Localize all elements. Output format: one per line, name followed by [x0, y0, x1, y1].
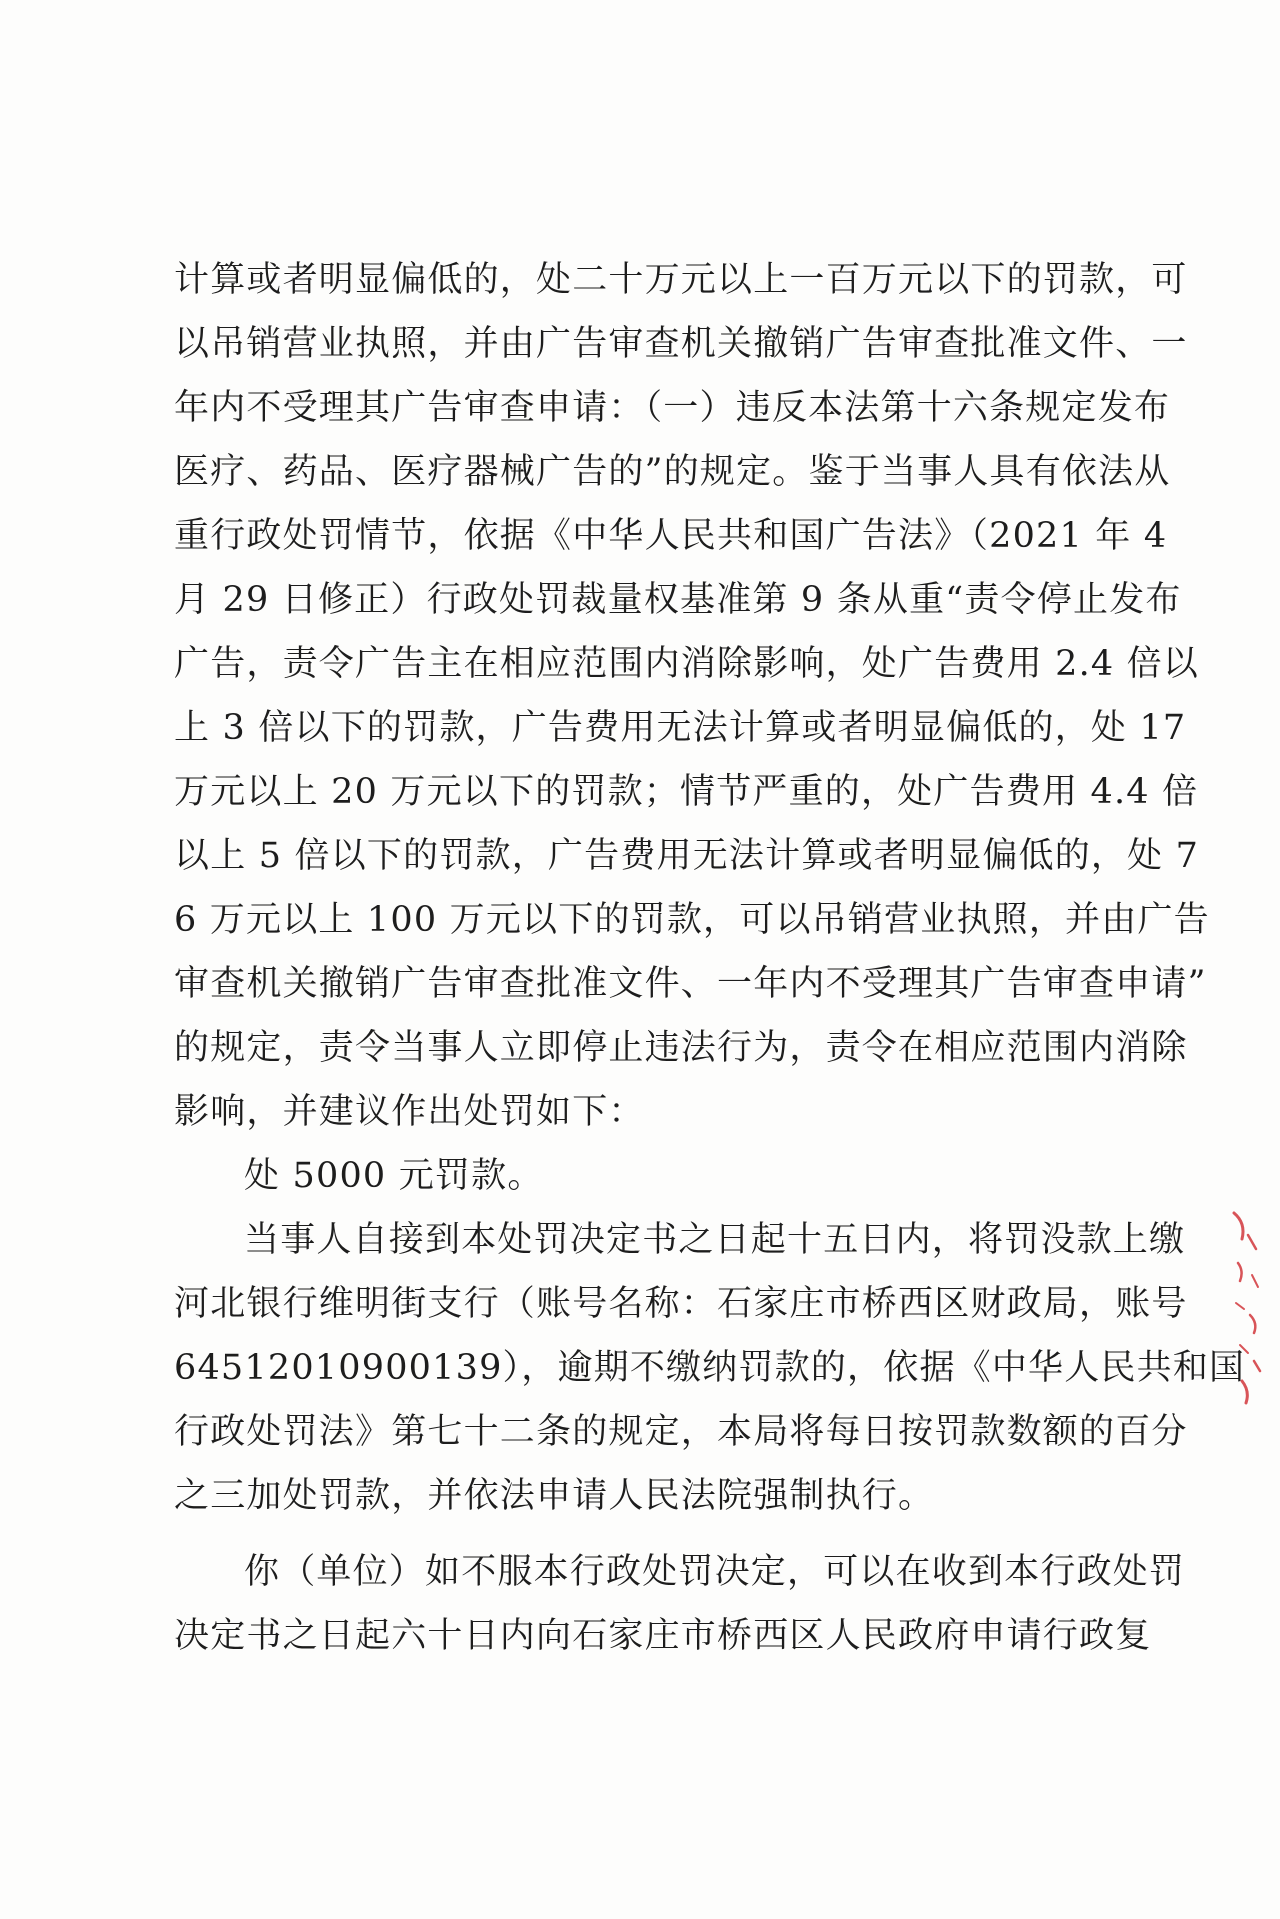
text-line: 河北银行维明街支行（账号名称：石家庄市桥西区财政局，账号 — [174, 1284, 1188, 1324]
penalty-line: 处 5000 元罚款。 — [244, 1156, 544, 1196]
text-line: 64512010900139），逾期不缴纳罚款的，依据《中华人民共和国 — [174, 1348, 1246, 1388]
text-line: 万元以上 20 万元以下的罚款；情节严重的，处广告费用 4.4 倍 — [174, 772, 1199, 812]
text-line: 以吊销营业执照，并由广告审查机关撤销广告审查批准文件、一 — [174, 324, 1188, 364]
text-line: 重行政处罚情节，依据《中华人民共和国广告法》（2021 年 4 — [174, 516, 1168, 556]
document-body — [174, 248, 1246, 1668]
paragraph-start-line: 你（单位）如不服本行政处罚决定，可以在收到本行政处罚 — [244, 1552, 1186, 1592]
text-line: 行政处罚法》第七十二条的规定，本局将每日按罚款数额的百分 — [174, 1412, 1188, 1452]
text-line: 以上 5 倍以下的罚款，广告费用无法计算或者明显偏低的，处 7 — [174, 836, 1200, 876]
seal-fragment-icon — [1228, 1205, 1268, 1415]
text-line: 之三加处罚款，并依法申请人民法院强制执行。 — [174, 1476, 935, 1516]
text-line: 6 万元以上 100 万元以下的罚款，可以吊销营业执照，并由广告 — [174, 900, 1210, 940]
text-line: 影响，并建议作出处罚如下： — [174, 1092, 645, 1132]
text-line: 计算或者明显偏低的，处二十万元以上一百万元以下的罚款，可 — [174, 260, 1188, 300]
text-line: 审查机关撤销广告审查批准文件、一年内不受理其广告审查申请” — [174, 964, 1207, 1004]
text-line: 广告，责令广告主在相应范围内消除影响，处广告费用 2.4 倍以 — [174, 644, 1200, 684]
text-line: 上 3 倍以下的罚款，广告费用无法计算或者明显偏低的，处 17 — [174, 708, 1187, 748]
text-line: 的规定，责令当事人立即停止违法行为，责令在相应范围内消除 — [174, 1028, 1188, 1068]
text-line: 医疗、药品、医疗器械广告的”的规定。鉴于当事人具有依法从 — [174, 452, 1171, 492]
text-line: 月 29 日修正）行政处罚裁量权基准第 9 条从重“责令停止发布 — [174, 580, 1182, 620]
text-line: 决定书之日起六十日内向石家庄市桥西区人民政府申请行政复 — [174, 1616, 1152, 1656]
paragraph-start-line: 当事人自接到本处罚决定书之日起十五日内，将罚没款上缴 — [244, 1220, 1186, 1260]
text-line: 年内不受理其广告审查申请：（一）违反本法第十六条规定发布 — [174, 388, 1171, 428]
